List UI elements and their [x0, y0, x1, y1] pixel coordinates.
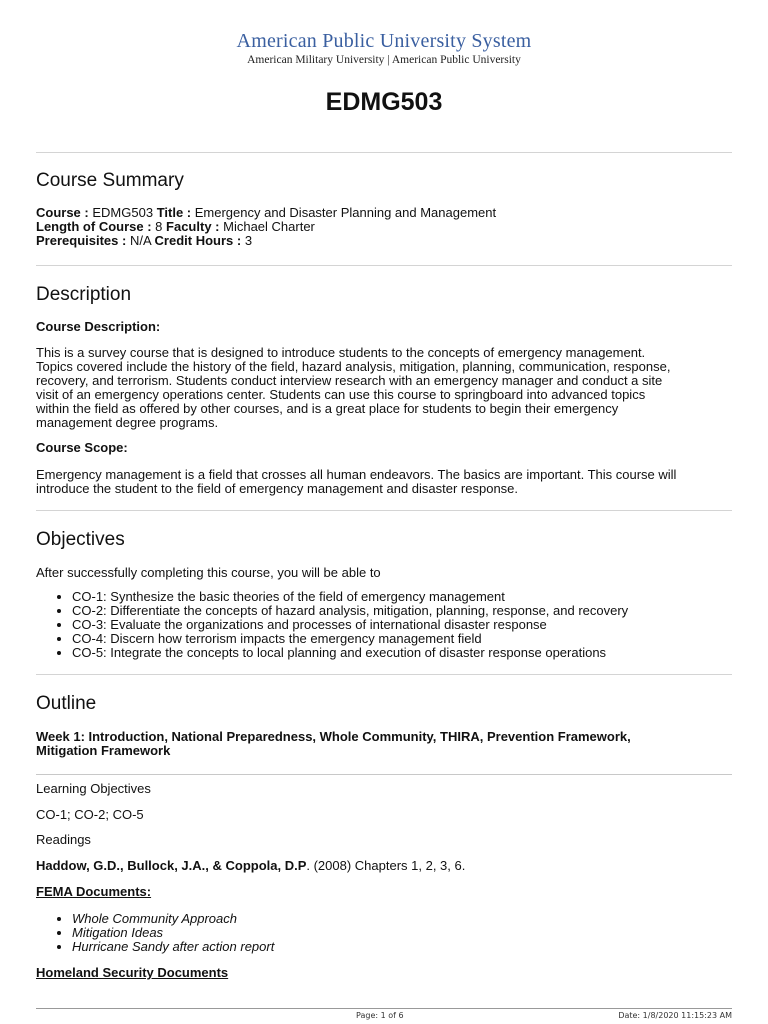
course-description-label: Course Description:	[36, 319, 161, 334]
week-1-title	[36, 730, 732, 758]
objectives-intro: After successfully completing this course, you will be able to	[36, 565, 381, 580]
list-item: • Mitigation Ideas	[72, 926, 732, 940]
prereq-label: Prerequisites :	[36, 233, 127, 248]
university-subunits: American Military University | American Public University	[247, 54, 521, 66]
course-code-title: EDMG503	[325, 88, 443, 116]
list-item: • CO-3: Evaluate the organizations and processes of international disaster response	[72, 618, 732, 632]
prereq-value: N/A	[129, 233, 151, 248]
list-item: • CO-5: Integrate the concepts to local planning and execution of disaster response operations	[72, 646, 732, 660]
divider	[36, 674, 732, 675]
reading-details: . (2008) Chapters 1, 2, 3, 6.	[306, 858, 466, 873]
course-summary-block	[36, 206, 732, 248]
length-value: 8	[155, 219, 163, 234]
text-line: recovery, and terrorism. Students conduct interview research with an emergency manager and conduct a site	[36, 373, 663, 388]
list-item: • CO-4: Discern how terrorism impacts the emergency management field	[72, 632, 732, 646]
text-line: introduce the student to the field of emergency management and disaster response.	[36, 481, 519, 496]
faculty-label: Faculty :	[166, 219, 220, 234]
divider	[36, 774, 732, 775]
learning-objectives-value: CO-1; CO-2; CO-5	[36, 807, 144, 822]
length-label: Length of Course :	[36, 219, 152, 234]
faculty-value: Michael Charter	[223, 219, 315, 234]
text-line: within the field as offered by other courses, and is a great place for students to begin their emergency	[36, 401, 619, 416]
list-item: • CO-1: Synthesize the basic theories of the field of emergency management	[72, 590, 732, 604]
objectives-list	[36, 590, 732, 660]
summary-line-2	[36, 220, 732, 234]
course-label: Course :	[36, 205, 89, 220]
fema-documents-list	[36, 912, 732, 954]
text-line: visit of an emergency operations center. Students can use this course to springboard into advanced topics	[36, 387, 646, 402]
objectives-heading: Objectives	[36, 529, 125, 550]
divider	[36, 265, 732, 266]
list-item: • CO-2: Differentiate the concepts of hazard analysis, mitigation, planning, response, and recovery	[72, 604, 732, 618]
course-value: EDMG503	[92, 205, 154, 220]
text-line: Week 1: Introduction, National Preparedness, Whole Community, THIRA, Prevention Framework,	[36, 729, 631, 744]
outline-heading: Outline	[36, 693, 97, 714]
learning-objectives-label: Learning Objectives	[36, 781, 151, 796]
list-item: • Whole Community Approach	[72, 912, 732, 926]
credit-label: Credit Hours :	[154, 233, 242, 248]
course-summary-heading: Course Summary	[36, 170, 184, 191]
course-scope-label: Course Scope:	[36, 440, 128, 455]
divider	[36, 152, 732, 153]
readings-label: Readings	[36, 832, 91, 847]
text-line: This is a survey course that is designed to introduce students to the concepts of emergency management.	[36, 345, 646, 360]
course-scope-text	[36, 468, 732, 496]
homeland-security-documents-label: Homeland Security Documents	[36, 965, 229, 980]
title-value: Emergency and Disaster Planning and Management	[194, 205, 497, 220]
page-header	[0, 0, 768, 117]
print-date: Date: 1/8/2020 11:15:23 AM	[618, 1011, 732, 1020]
divider	[36, 510, 732, 511]
credit-value: 3	[244, 233, 253, 248]
text-line: management degree programs.	[36, 415, 219, 430]
list-item: • Hurricane Sandy after action report	[72, 940, 732, 954]
summary-line-1	[36, 206, 732, 220]
text-line: Mitigation Framework	[36, 743, 171, 758]
reading-citation	[36, 859, 465, 873]
description-heading: Description	[36, 284, 132, 305]
university-title: American Public University System	[236, 30, 532, 52]
page-footer	[36, 1008, 732, 1020]
reading-authors: Haddow, G.D., Bullock, J.A., & Coppola, D.P	[36, 858, 307, 873]
title-label: Title :	[156, 205, 192, 220]
summary-line-3	[36, 234, 732, 248]
fema-documents-label: FEMA Documents:	[36, 884, 152, 899]
text-line: Emergency management is a field that crosses all human endeavors. The basics are important. This course will	[36, 467, 677, 482]
text-line: Topics covered include the history of the field, hazard analysis, mitigation, planning, communication, response,	[36, 359, 671, 374]
page-number: Page: 1 of 6	[356, 1011, 404, 1020]
course-description-text	[36, 346, 732, 430]
